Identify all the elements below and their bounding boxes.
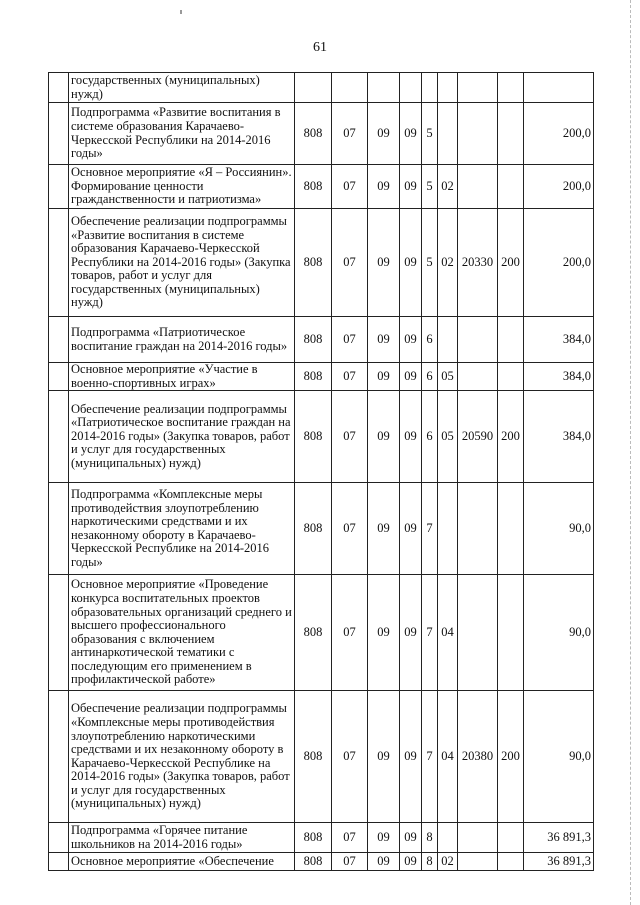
subprogram-code-cell: 8 bbox=[422, 853, 438, 871]
section-code-cell: 07 bbox=[332, 103, 368, 165]
expense-type-cell bbox=[498, 853, 524, 871]
event-code-cell: 05 bbox=[438, 363, 458, 391]
amount-cell: 36 891,3 bbox=[524, 823, 594, 853]
subprogram-code-cell: 6 bbox=[422, 391, 438, 483]
admin-code-cell: 808 bbox=[295, 823, 332, 853]
row-blank-cell bbox=[49, 73, 69, 103]
row-blank-cell bbox=[49, 823, 69, 853]
row-name-cell: Основное мероприятие «Я – Россиянин». Формирование ценности гражданственности и патриотизма» bbox=[69, 165, 295, 209]
expense-type-cell: 200 bbox=[498, 391, 524, 483]
event-code-cell: 05 bbox=[438, 391, 458, 483]
direction-code-cell: 20330 bbox=[458, 209, 498, 317]
event-code-cell bbox=[438, 73, 458, 103]
table-row bbox=[49, 363, 594, 391]
section-code-cell: 07 bbox=[332, 165, 368, 209]
row-name-cell: Подпрограмма «Горячее питание школьников на 2014-2016 годы» bbox=[69, 823, 295, 853]
expense-type-cell: 200 bbox=[498, 691, 524, 823]
subprogram-code-cell: 7 bbox=[422, 691, 438, 823]
direction-code-cell: 20590 bbox=[458, 391, 498, 483]
row-blank-cell bbox=[49, 853, 69, 871]
row-name-cell: Основное мероприятие «Обеспечение bbox=[69, 853, 295, 871]
subsection-code-cell: 09 bbox=[368, 823, 400, 853]
row-name-cell: Подпрограмма «Развитие воспитания в системе образования Карачаево-Черкесской Республики на 2014-2016 годы» bbox=[69, 103, 295, 165]
admin-code-cell: 808 bbox=[295, 103, 332, 165]
section-code-cell: 07 bbox=[332, 391, 368, 483]
section-code-cell: 07 bbox=[332, 483, 368, 575]
program-code-cell: 09 bbox=[400, 823, 422, 853]
table-row bbox=[49, 853, 594, 871]
expense-type-cell bbox=[498, 73, 524, 103]
row-blank-cell bbox=[49, 391, 69, 483]
event-code-cell: 04 bbox=[438, 691, 458, 823]
program-code-cell bbox=[400, 73, 422, 103]
row-blank-cell bbox=[49, 317, 69, 363]
program-code-cell: 09 bbox=[400, 165, 422, 209]
amount-cell: 90,0 bbox=[524, 483, 594, 575]
subsection-code-cell: 09 bbox=[368, 363, 400, 391]
subprogram-code-cell: 5 bbox=[422, 209, 438, 317]
event-code-cell bbox=[438, 483, 458, 575]
admin-code-cell: 808 bbox=[295, 317, 332, 363]
admin-code-cell: 808 bbox=[295, 853, 332, 871]
subprogram-code-cell: 7 bbox=[422, 483, 438, 575]
row-name-cell: Подпрограмма «Патриотическое воспитание граждан на 2014-2016 годы» bbox=[69, 317, 295, 363]
subsection-code-cell bbox=[368, 73, 400, 103]
amount-cell: 384,0 bbox=[524, 317, 594, 363]
direction-code-cell bbox=[458, 317, 498, 363]
subsection-code-cell: 09 bbox=[368, 103, 400, 165]
section-code-cell bbox=[332, 73, 368, 103]
program-code-cell: 09 bbox=[400, 317, 422, 363]
row-blank-cell bbox=[49, 209, 69, 317]
event-code-cell: 02 bbox=[438, 165, 458, 209]
page-number: 61 bbox=[313, 40, 327, 55]
row-name-cell: государственных (муниципальных) нужд) bbox=[69, 73, 295, 103]
program-code-cell: 09 bbox=[400, 483, 422, 575]
table-row bbox=[49, 73, 594, 103]
subsection-code-cell: 09 bbox=[368, 209, 400, 317]
section-code-cell: 07 bbox=[332, 209, 368, 317]
program-code-cell: 09 bbox=[400, 103, 422, 165]
program-code-cell: 09 bbox=[400, 691, 422, 823]
section-code-cell: 07 bbox=[332, 317, 368, 363]
amount-cell: 200,0 bbox=[524, 103, 594, 165]
event-code-cell bbox=[438, 823, 458, 853]
subprogram-code-cell bbox=[422, 73, 438, 103]
subsection-code-cell: 09 bbox=[368, 317, 400, 363]
row-name-cell: Обеспечение реализации подпрограммы «Комплексные меры противодействия злоупотреблению наркотическими средствами и их незаконному обороту в Карачаево-Черкесской Республике на 2014-2016 годы» (Закупка товаров, работ и услуг для государственных (муниципальных) нужд) bbox=[69, 691, 295, 823]
expense-type-cell bbox=[498, 103, 524, 165]
row-name-cell: Обеспечение реализации подпрограммы «Развитие воспитания в системе образования Карачаево-Черкесской Республики на 2014-2016 годы» (Закупка товаров, работ и услуг для государственных (муниципальных) нужд) bbox=[69, 209, 295, 317]
scan-edge-line bbox=[630, 0, 632, 905]
direction-code-cell: 20380 bbox=[458, 691, 498, 823]
budget-table-body bbox=[49, 73, 594, 871]
row-blank-cell bbox=[49, 575, 69, 691]
expense-type-cell bbox=[498, 317, 524, 363]
table-row bbox=[49, 823, 594, 853]
program-code-cell: 09 bbox=[400, 853, 422, 871]
table-row bbox=[49, 103, 594, 165]
table-row bbox=[49, 483, 594, 575]
admin-code-cell: 808 bbox=[295, 391, 332, 483]
subprogram-code-cell: 6 bbox=[422, 317, 438, 363]
section-code-cell: 07 bbox=[332, 363, 368, 391]
admin-code-cell: 808 bbox=[295, 691, 332, 823]
row-blank-cell bbox=[49, 691, 69, 823]
subsection-code-cell: 09 bbox=[368, 575, 400, 691]
row-blank-cell bbox=[49, 165, 69, 209]
table-row bbox=[49, 209, 594, 317]
amount-cell bbox=[524, 73, 594, 103]
expense-type-cell bbox=[498, 483, 524, 575]
subprogram-code-cell: 8 bbox=[422, 823, 438, 853]
row-name-cell: Основное мероприятие «Участие в военно-спортивных играх» bbox=[69, 363, 295, 391]
event-code-cell: 04 bbox=[438, 575, 458, 691]
table-row bbox=[49, 391, 594, 483]
event-code-cell: 02 bbox=[438, 853, 458, 871]
scan-speck bbox=[180, 10, 182, 14]
admin-code-cell: 808 bbox=[295, 483, 332, 575]
table-row bbox=[49, 317, 594, 363]
subprogram-code-cell: 5 bbox=[422, 165, 438, 209]
direction-code-cell bbox=[458, 823, 498, 853]
expense-type-cell: 200 bbox=[498, 209, 524, 317]
event-code-cell bbox=[438, 103, 458, 165]
subprogram-code-cell: 6 bbox=[422, 363, 438, 391]
direction-code-cell bbox=[458, 165, 498, 209]
row-blank-cell bbox=[49, 363, 69, 391]
program-code-cell: 09 bbox=[400, 391, 422, 483]
admin-code-cell: 808 bbox=[295, 575, 332, 691]
event-code-cell: 02 bbox=[438, 209, 458, 317]
table-row bbox=[49, 691, 594, 823]
admin-code-cell: 808 bbox=[295, 165, 332, 209]
event-code-cell bbox=[438, 317, 458, 363]
direction-code-cell bbox=[458, 853, 498, 871]
amount-cell: 90,0 bbox=[524, 691, 594, 823]
table-row bbox=[49, 575, 594, 691]
direction-code-cell bbox=[458, 73, 498, 103]
direction-code-cell bbox=[458, 575, 498, 691]
section-code-cell: 07 bbox=[332, 575, 368, 691]
direction-code-cell bbox=[458, 103, 498, 165]
subprogram-code-cell: 5 bbox=[422, 103, 438, 165]
row-name-cell: Основное мероприятие «Проведение конкурса воспитательных проектов образовательных организаций среднего и высшего профессионального образования с включением антинаркотической тематики с последующим его применением в профилактической работе» bbox=[69, 575, 295, 691]
row-blank-cell bbox=[49, 483, 69, 575]
subsection-code-cell: 09 bbox=[368, 483, 400, 575]
program-code-cell: 09 bbox=[400, 363, 422, 391]
program-code-cell: 09 bbox=[400, 209, 422, 317]
expense-type-cell bbox=[498, 823, 524, 853]
subsection-code-cell: 09 bbox=[368, 391, 400, 483]
subsection-code-cell: 09 bbox=[368, 165, 400, 209]
amount-cell: 384,0 bbox=[524, 363, 594, 391]
subprogram-code-cell: 7 bbox=[422, 575, 438, 691]
subsection-code-cell: 09 bbox=[368, 691, 400, 823]
row-name-cell: Подпрограмма «Комплексные меры противодействия злоупотреблению наркотическими средствами и их незаконному обороту в Карачаево-Черкесской Республике на 2014-2016 годы» bbox=[69, 483, 295, 575]
budget-table bbox=[48, 72, 594, 871]
amount-cell: 90,0 bbox=[524, 575, 594, 691]
amount-cell: 384,0 bbox=[524, 391, 594, 483]
direction-code-cell bbox=[458, 483, 498, 575]
row-blank-cell bbox=[49, 103, 69, 165]
amount-cell: 200,0 bbox=[524, 165, 594, 209]
amount-cell: 36 891,3 bbox=[524, 853, 594, 871]
expense-type-cell bbox=[498, 575, 524, 691]
direction-code-cell bbox=[458, 363, 498, 391]
admin-code-cell: 808 bbox=[295, 209, 332, 317]
section-code-cell: 07 bbox=[332, 691, 368, 823]
subsection-code-cell: 09 bbox=[368, 853, 400, 871]
expense-type-cell bbox=[498, 165, 524, 209]
section-code-cell: 07 bbox=[332, 853, 368, 871]
table-row bbox=[49, 165, 594, 209]
program-code-cell: 09 bbox=[400, 575, 422, 691]
admin-code-cell: 808 bbox=[295, 363, 332, 391]
section-code-cell: 07 bbox=[332, 823, 368, 853]
row-name-cell: Обеспечение реализации подпрограммы «Патриотическое воспитание граждан на 2014-2016 годы» (Закупка товаров, работ и услуг для государственных (муниципальных) нужд) bbox=[69, 391, 295, 483]
amount-cell: 200,0 bbox=[524, 209, 594, 317]
admin-code-cell bbox=[295, 73, 332, 103]
expense-type-cell bbox=[498, 363, 524, 391]
